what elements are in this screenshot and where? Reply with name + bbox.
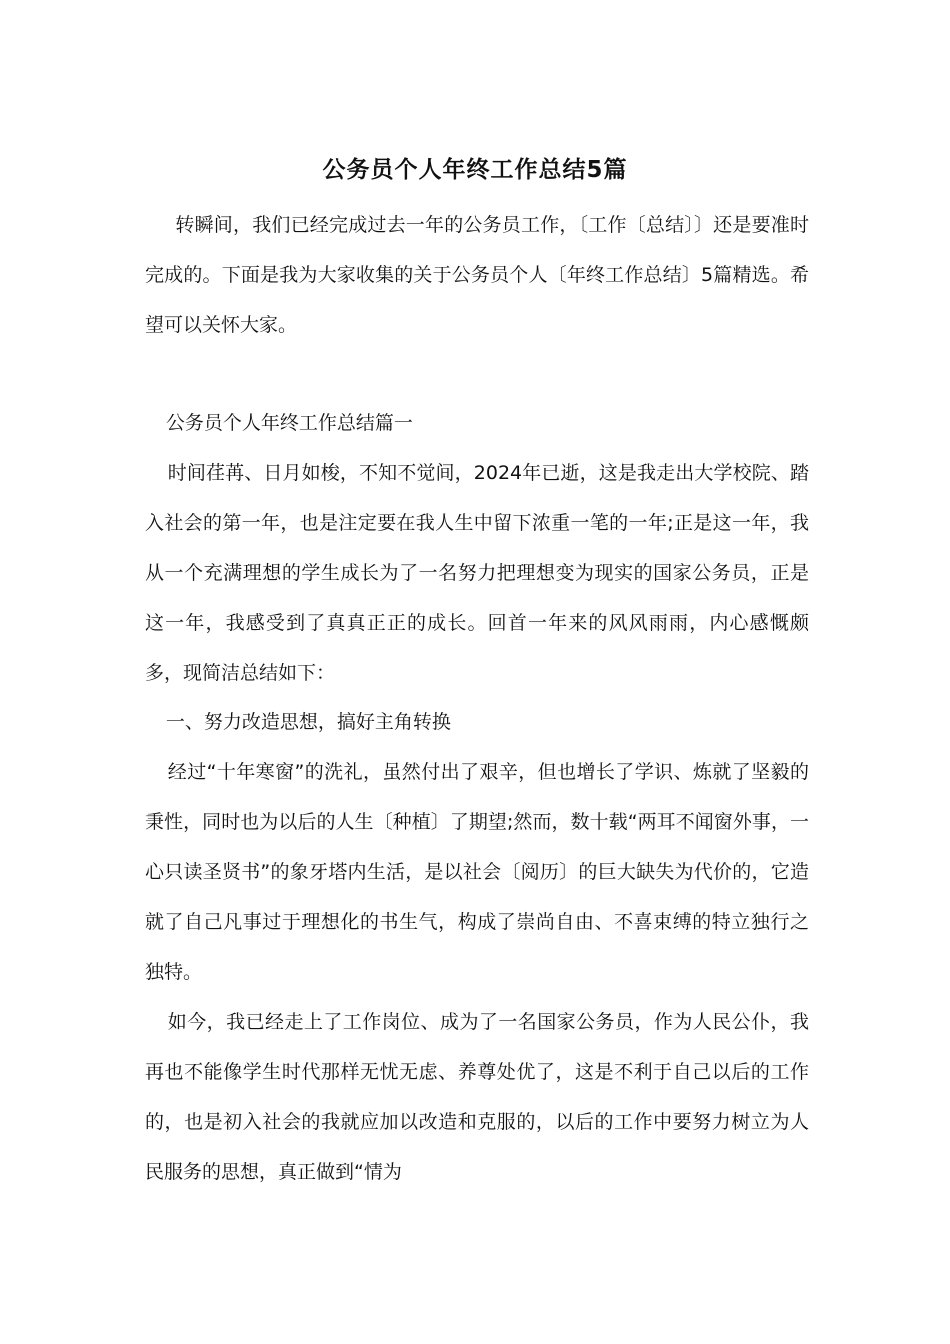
paragraph: 如今，我已经走上了工作岗位、成为了一名国家公务员，作为人民公仆，我再也不能像学生时代那样无忧无虑、养尊处优了，这是不利于自己以后的工作的，也是初入社会的我就应加以改造和克服的，以后的工作中要努力树立为人民服务的思想，真正做到“情为: [145, 1011, 809, 1183]
subheading: 一、努力改造思想，搞好主角转换: [165, 711, 451, 733]
section-heading: 公务员个人年终工作总结篇一: [165, 412, 413, 434]
document-title: 公务员个人年终工作总结5篇: [322, 157, 628, 183]
intro-paragraph: 转瞬间，我们已经完成过去一年的公务员工作，〔工作〔总结〕〕还是要准时完成的。下面是我为大家收集的关于公务员个人〔年终工作总结〕5篇精选。希望可以关怀大家。: [145, 214, 809, 336]
paragraph: 经过“十年寒窗”的洗礼，虽然付出了艰辛，但也增长了学识、炼就了坚毅的秉性，同时也为以后的人生〔种植〕了期望;然而，数十载“两耳不闻窗外事，一心只读圣贤书”的象牙塔内生活，是以社会〔阅历〕的巨大缺失为代价的，它造就了自己凡事过于理想化的书生气，构成了崇尚自由、不喜束缚的特立独行之独特。: [145, 761, 809, 983]
paragraph: 时间荏苒、日月如梭，不知不觉间，2024年已逝，这是我走出大学校院、踏入社会的第一年，也是注定要在我人生中留下浓重一笔的一年;正是这一年，我从一个充满理想的学生成长为了一名努力把理想变为现实的国家公务员，正是这一年，我感受到了真真正正的成长。回首一年来的风风雨雨，内心感慨颇多，现简洁总结如下：: [145, 462, 809, 684]
